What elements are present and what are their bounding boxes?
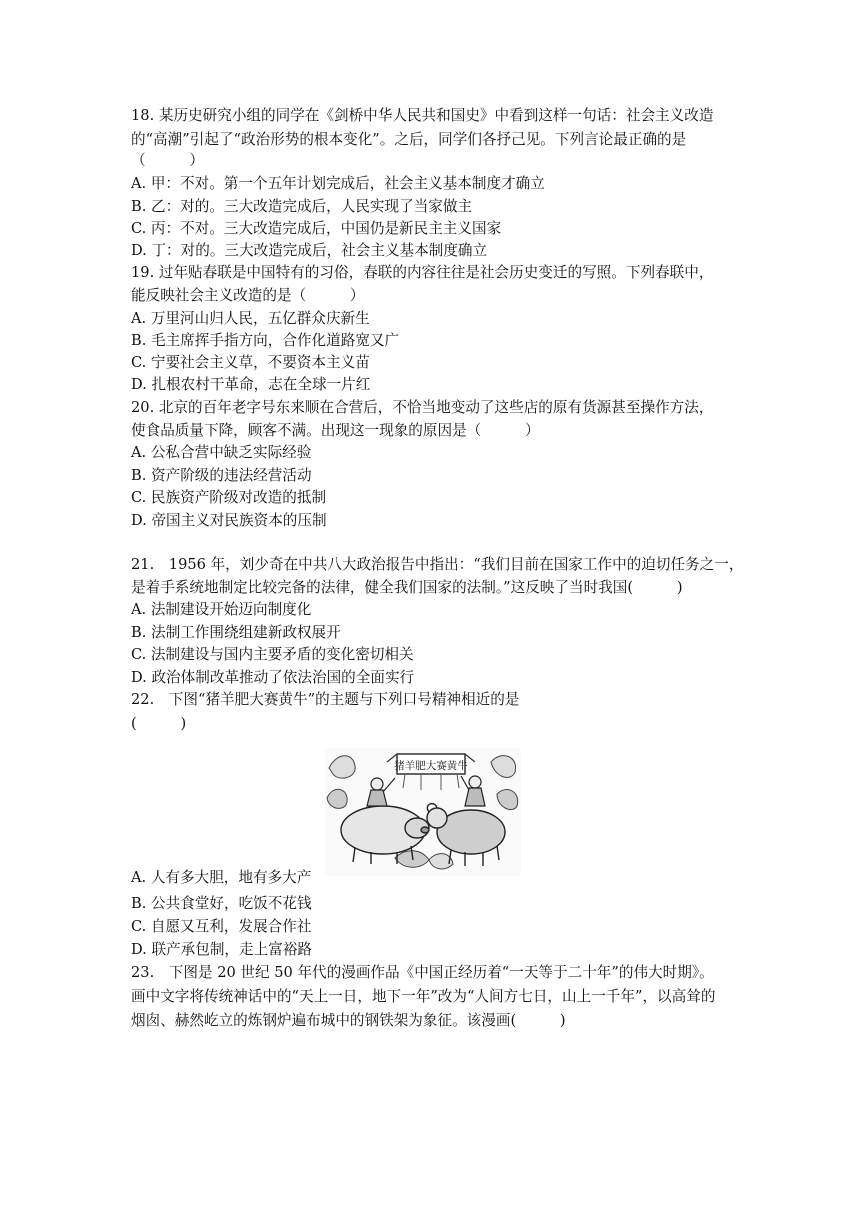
question-21-option-b: B. 法制工作围绕组建新政权展开 <box>131 624 341 641</box>
pig-sheep-ox-woodcut-image <box>325 748 521 876</box>
question-20-option-d: D. 帝国主义对民族资本的压制 <box>131 512 327 529</box>
question-20-line-2: 使食品质量下降，顾客不满。出现这一现象的原因是（ ） <box>131 422 540 439</box>
question-20-option-a: A. 公私合营中缺乏实际经验 <box>131 444 312 461</box>
banner-caption: 猪羊肥大赛黄牛 <box>394 760 468 772</box>
question-21-line-2: 是着手系统地制定比较完备的法律，健全我们国家的法制。”这反映了当时我国( ) <box>131 579 683 596</box>
question-18-line-1: 18. 某历史研究小组的同学在《剑桥中华人民共和国史》中看到这样一句话：社会主义改造 <box>131 107 714 124</box>
question-21-option-d: D. 政治体制改革推动了依法治国的全面实行 <box>131 669 415 686</box>
question-19-option-b: B. 毛主席挥手指方向，合作化道路宽又广 <box>131 332 400 349</box>
question-18-option-d: D. 丁：对的。三大改造完成后，社会主义基本制度确立 <box>131 242 488 259</box>
question-18-option-c: C. 丙：不对。三大改造完成后，中国仍是新民主主义国家 <box>131 220 502 237</box>
question-19-option-d: D. 扎根农村干革命，志在全球一片红 <box>131 376 371 393</box>
question-21-option-a: A. 法制建设开始迈向制度化 <box>131 601 312 618</box>
question-22-option-b: B. 公共食堂好，吃饭不花钱 <box>131 895 312 912</box>
question-22-option-a: A. 人有多大胆，地有多大产 <box>131 869 312 886</box>
question-22-option-c: C. 自愿又互利，发展合作社 <box>131 918 312 935</box>
question-18-line-3: （ ） <box>131 152 204 169</box>
question-21-line-1: 21. 1956 年，刘少奇在中共八大政治报告中指出：“我们目前在国家工作中的迫切任务之一， <box>131 556 744 573</box>
question-22-line-1: 22. 下图“猪羊肥大赛黄牛”的主题与下列口号精神相近的是 <box>131 691 520 708</box>
question-23-line-2: 画中文字将传统神话中的“天上一日，地下一年”改为“人间方七日，山上一千年”，以高耸的 <box>131 988 716 1005</box>
question-22-line-2: ( ) <box>131 715 187 732</box>
question-18-option-b: B. 乙：对的。三大改造完成后，人民实现了当家做主 <box>131 198 473 215</box>
question-19-option-c: C. 宁要社会主义草，不要资本主义苗 <box>131 354 370 371</box>
question-18-line-2: 的“高潮”引起了“政治形势的根本变化”。之后，同学们各抒己见。下列言论最正确的是 <box>131 131 687 148</box>
question-18-option-a: A. 甲：不对。第一个五年计划完成后，社会主义基本制度才确立 <box>131 175 545 192</box>
question-19-line-2: 能反映社会主义改造的是（ ） <box>131 287 365 304</box>
question-23-line-1: 23. 下图是 20 世纪 50 年代的漫画作品《中国正经历着“一天等于二十年”的伟大时期》。 <box>131 964 714 981</box>
question-19-line-1: 19. 过年贴春联是中国特有的习俗，春联的内容往往是社会历史变迁的写照。下列春联中， <box>131 264 714 281</box>
question-19-option-a: A. 万里河山归人民，五亿群众庆新生 <box>131 310 370 327</box>
woodcut-illustration <box>325 748 521 876</box>
question-20-option-c: C. 民族资产阶级对改造的抵制 <box>131 489 327 506</box>
question-20-option-b: B. 资产阶级的违法经营活动 <box>131 467 312 484</box>
question-21-option-c: C. 法制建设与国内主要矛盾的变化密切相关 <box>131 646 414 663</box>
question-20-line-1: 20. 北京的百年老字号东来顺在合营后，不恰当地变动了这些店的原有货源甚至操作方法， <box>131 399 714 416</box>
question-22-option-d: D. 联产承包制，走上富裕路 <box>131 941 312 958</box>
question-23-line-3: 烟囱、赫然屹立的炼钢炉遍布城中的钢铁架为象征。该漫画( ) <box>131 1012 566 1029</box>
